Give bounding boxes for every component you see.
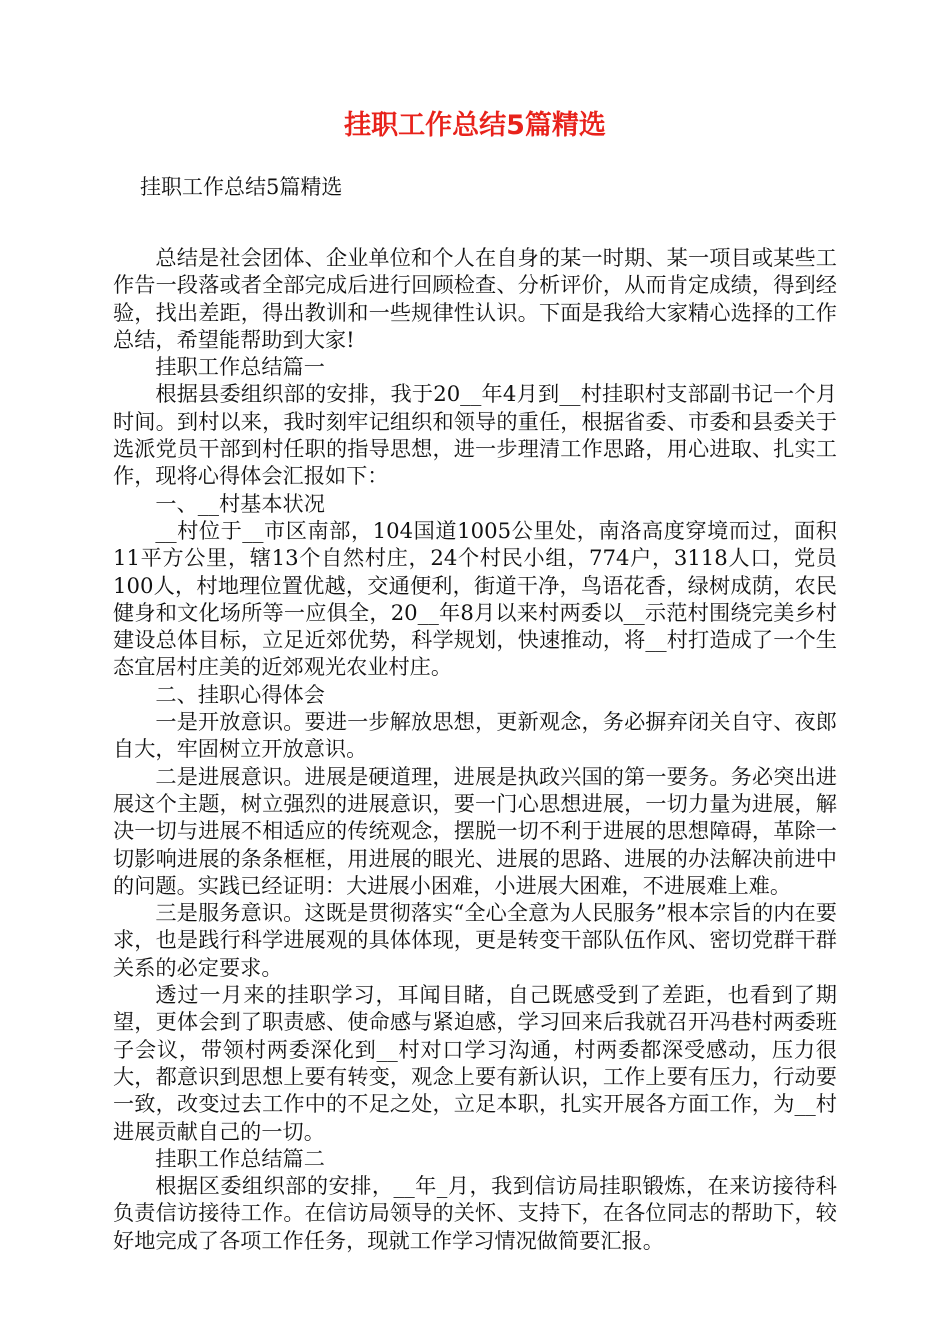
- paragraph-intro: 总结是社会团体、企业单位和个人在自身的某一时期、某一项目或某些工作告一段落或者全部完成后进行回顾检查、分析评价，从而肯定成绩，得到经验，找出差距，得出教训和一些规律性认识。下面是我给大家精心选择的工作总结，希望能帮助到大家!: [113, 245, 837, 352]
- paragraph: 根据区委组织部的安排，__年_月，我到信访局挂职锻炼，在来访接待科负责信访接待工作。在信访局领导的关怀、支持下，在各位同志的帮助下，较好地完成了各项工作任务，现就工作学习情况做简要汇报。: [113, 1173, 837, 1253]
- section-heading-part-two: 挂职工作总结篇二: [155, 1145, 325, 1171]
- document-body: [113, 244, 837, 1254]
- document-subtitle: 挂职工作总结5篇精选: [140, 175, 343, 199]
- paragraph: 透过一月来的挂职学习，耳闻目睹，自己既感受到了差距，也看到了期望，更体会到了职责感、使命感与紧迫感，学习回来后我就召开冯巷村两委班子会议，带领村两委深化到__村对口学习沟通，村两委都深受感动，压力很大，都意识到思想上要有转变，观念上要有新认识，工作上要有压力，行动要一致，改变过去工作中的不足之处，立足本职，扎实开展各方面工作，为__村进展贡献自己的一切。: [113, 982, 837, 1144]
- paragraph: 一是开放意识。要进一步解放思想，更新观念，务必摒弃闭关自守、夜郎自大，牢固树立开放意识。: [113, 709, 837, 762]
- paragraph: 三是服务意识。这既是贯彻落实“全心全意为人民服务”根本宗旨的内在要求，也是践行科学进展观的具体体现，更是转变干部队伍作风、密切党群干群关系的必定要求。: [113, 900, 837, 980]
- document-title: 挂职工作总结5篇精选: [344, 110, 606, 141]
- paragraph: 根据县委组织部的安排，我于20__年4月到__村挂职村支部副书记一个月时间。到村以来，我时刻牢记组织和领导的重任，根据省委、市委和县委关于选派党员干部到村任职的指导思想，进一步理清工作思路，用心进取、扎实工作，现将心得体会汇报如下：: [113, 381, 837, 489]
- subheading-village-status: 一、__村基本状况: [155, 490, 325, 516]
- subheading-experience: 二、挂职心得体会: [155, 681, 325, 707]
- section-heading-part-one: 挂职工作总结篇一: [155, 354, 325, 380]
- paragraph: 二是进展意识。进展是硬道理，进展是执政兴国的第一要务。务必突出进展这个主题，树立强烈的进展意识，要一门心思想进展，一切力量为进展，解决一切与进展不相适应的传统观念，摆脱一切不利于进展的思想障碍，革除一切影响进展的条条框框，用进展的眼光、进展的思路、进展的办法解决前进中的问题。实践已经证明：大进展小困难，小进展大困难，不进展难上难。: [113, 763, 837, 898]
- paragraph: __村位于__市区南部，104国道1005公里处，南洛高度穿境而过，面积11平方公里，辖13个自然村庄，24个村民小组，774户，3118人口，党员100人，村地理位置优越，交通便利，街道干净，鸟语花香，绿树成荫，农民健身和文化场所等一应俱全，20__年8月以来村两委以__示范村围绕完美乡村建设总体目标，立足近郊优势，科学规划，快速推动，将__村打造成了一个生态宜居村庄美的近郊观光农业村庄。: [113, 517, 837, 680]
